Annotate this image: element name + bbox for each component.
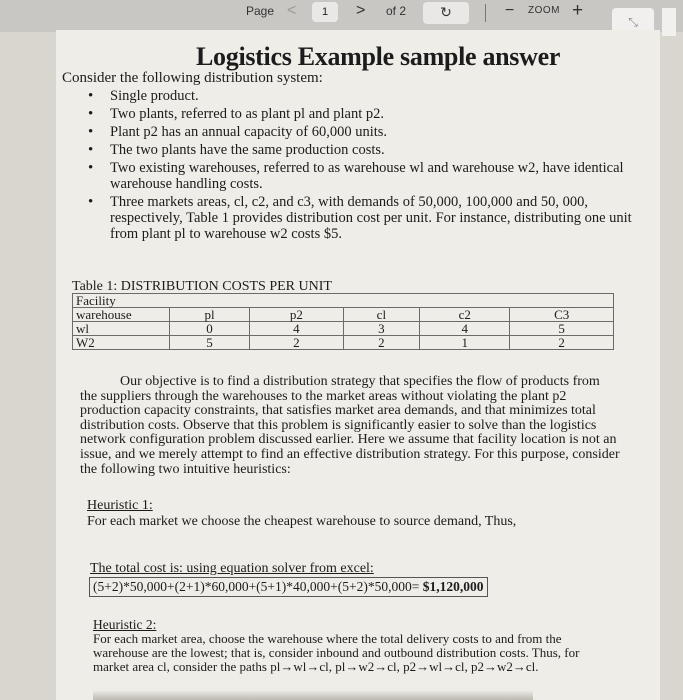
collapse-icon[interactable]: ⤡ <box>612 8 654 36</box>
toolbar-divider <box>485 4 486 22</box>
zoom-out-button[interactable]: − <box>505 2 515 19</box>
table-cell: 5 <box>170 336 250 350</box>
cost-formula <box>89 577 488 597</box>
bullet-item: • Single product. <box>88 88 648 104</box>
table-cell: 4 <box>250 322 344 336</box>
rotate-icon[interactable]: ↻ <box>423 2 469 24</box>
row-label: W2 <box>73 336 170 350</box>
zoom-label: ZOOM <box>528 5 560 16</box>
page-fold-shadow <box>93 690 533 700</box>
warehouse-header: warehouse <box>73 308 170 322</box>
page-count: of 2 <box>386 4 407 18</box>
formula-result: $1,120,000 <box>422 579 484 594</box>
bullet-item: • The two plants have the same production costs. <box>88 142 648 158</box>
prev-page-button[interactable]: < <box>287 2 297 19</box>
bullet-item: • Plant p2 has an annual capacity of 60,000 units. <box>88 124 648 140</box>
zoom-in-button[interactable]: + <box>572 0 584 21</box>
table-cell: 4 <box>420 322 510 336</box>
table-cell: 5 <box>510 322 614 336</box>
table-cell: 2 <box>343 336 420 350</box>
total-cost-label: The total cost is: using equation solver from excel: <box>90 561 374 576</box>
bullet-item: • Two existing warehouses, referred to as warehouse wl and warehouse w2, have identical warehouse handling costs. <box>88 160 648 192</box>
row-label: wl <box>73 322 170 336</box>
table-row <box>73 336 614 350</box>
table-cell: 2 <box>250 336 344 350</box>
next-page-button[interactable]: > <box>356 2 366 19</box>
table-cell: 3 <box>343 322 420 336</box>
heuristic-1-title: Heuristic 1: <box>87 498 153 513</box>
table-caption: Table 1: DISTRIBUTION COSTS PER UNIT <box>72 279 332 294</box>
page-number-input[interactable]: 1 <box>312 2 338 22</box>
page-label: Page <box>246 4 275 18</box>
objective-paragraph: Our objective is to find a distribution strategy that specifies the flow of products from the suppliers through the warehouses to the market areas without violating the plant p2 production capacity constraints, that satisfies market area demands, and that minimizes total distribution costs. Observe that this problem is significantly easier to solve than the logistics network configuration problem discussed earlier. Here we assume that facility location is not an issue, and we merely attempt to find an effective distribution strategy. For this purpose, consider the following two intuitive heuristics: <box>80 374 620 477</box>
bullet-item: • Three markets areas, cl, c2, and c3, with demands of 50,000, 100,000 and 50, 000, respectively, Table 1 provides distribution cost per unit. For instance, distributing one unit from plant pl to warehouse w2 costs $5. <box>88 194 648 242</box>
column-header: p2 <box>250 308 344 322</box>
column-header: pl <box>170 308 250 322</box>
table-cell: 2 <box>510 336 614 350</box>
heuristic-1-text: For each market we choose the cheapest warehouse to source demand, Thus, <box>87 514 517 529</box>
table-cell: 1 <box>420 336 510 350</box>
column-header: c2 <box>420 308 510 322</box>
distribution-cost-table <box>72 293 614 350</box>
heuristic-2-text: For each market area, choose the warehouse where the total delivery costs to and from the warehouse are the lowest; that is, consider inbound and outbound distribution costs. Thus, for market area cl, consider the paths pl→wl→cl, pl→w2→cl, p2→wl→cl, p2→w2→cl. <box>93 631 580 674</box>
viewer-toolbar <box>0 0 683 32</box>
side-panel-tab[interactable] <box>662 8 676 36</box>
bullet-list <box>88 88 648 244</box>
document-title: Logistics Example sample answer <box>196 42 561 71</box>
facility-header: Facility <box>73 294 614 308</box>
table-header-row <box>73 294 614 308</box>
column-header: C3 <box>510 308 614 322</box>
formula-expression: (5+2)*50,000+(2+1)*60,000+(5+1)*40,000+(5+2)*50,000= <box>93 579 420 594</box>
heuristic-2-title: Heuristic 2: <box>93 617 157 632</box>
table-column-row <box>73 308 614 322</box>
table-cell: 0 <box>170 322 250 336</box>
intro-text: Consider the following distribution system: <box>62 70 323 86</box>
table-row <box>73 322 614 336</box>
bullet-item: • Two plants, referred to as plant pl and plant p2. <box>88 106 648 122</box>
column-header: cl <box>343 308 420 322</box>
